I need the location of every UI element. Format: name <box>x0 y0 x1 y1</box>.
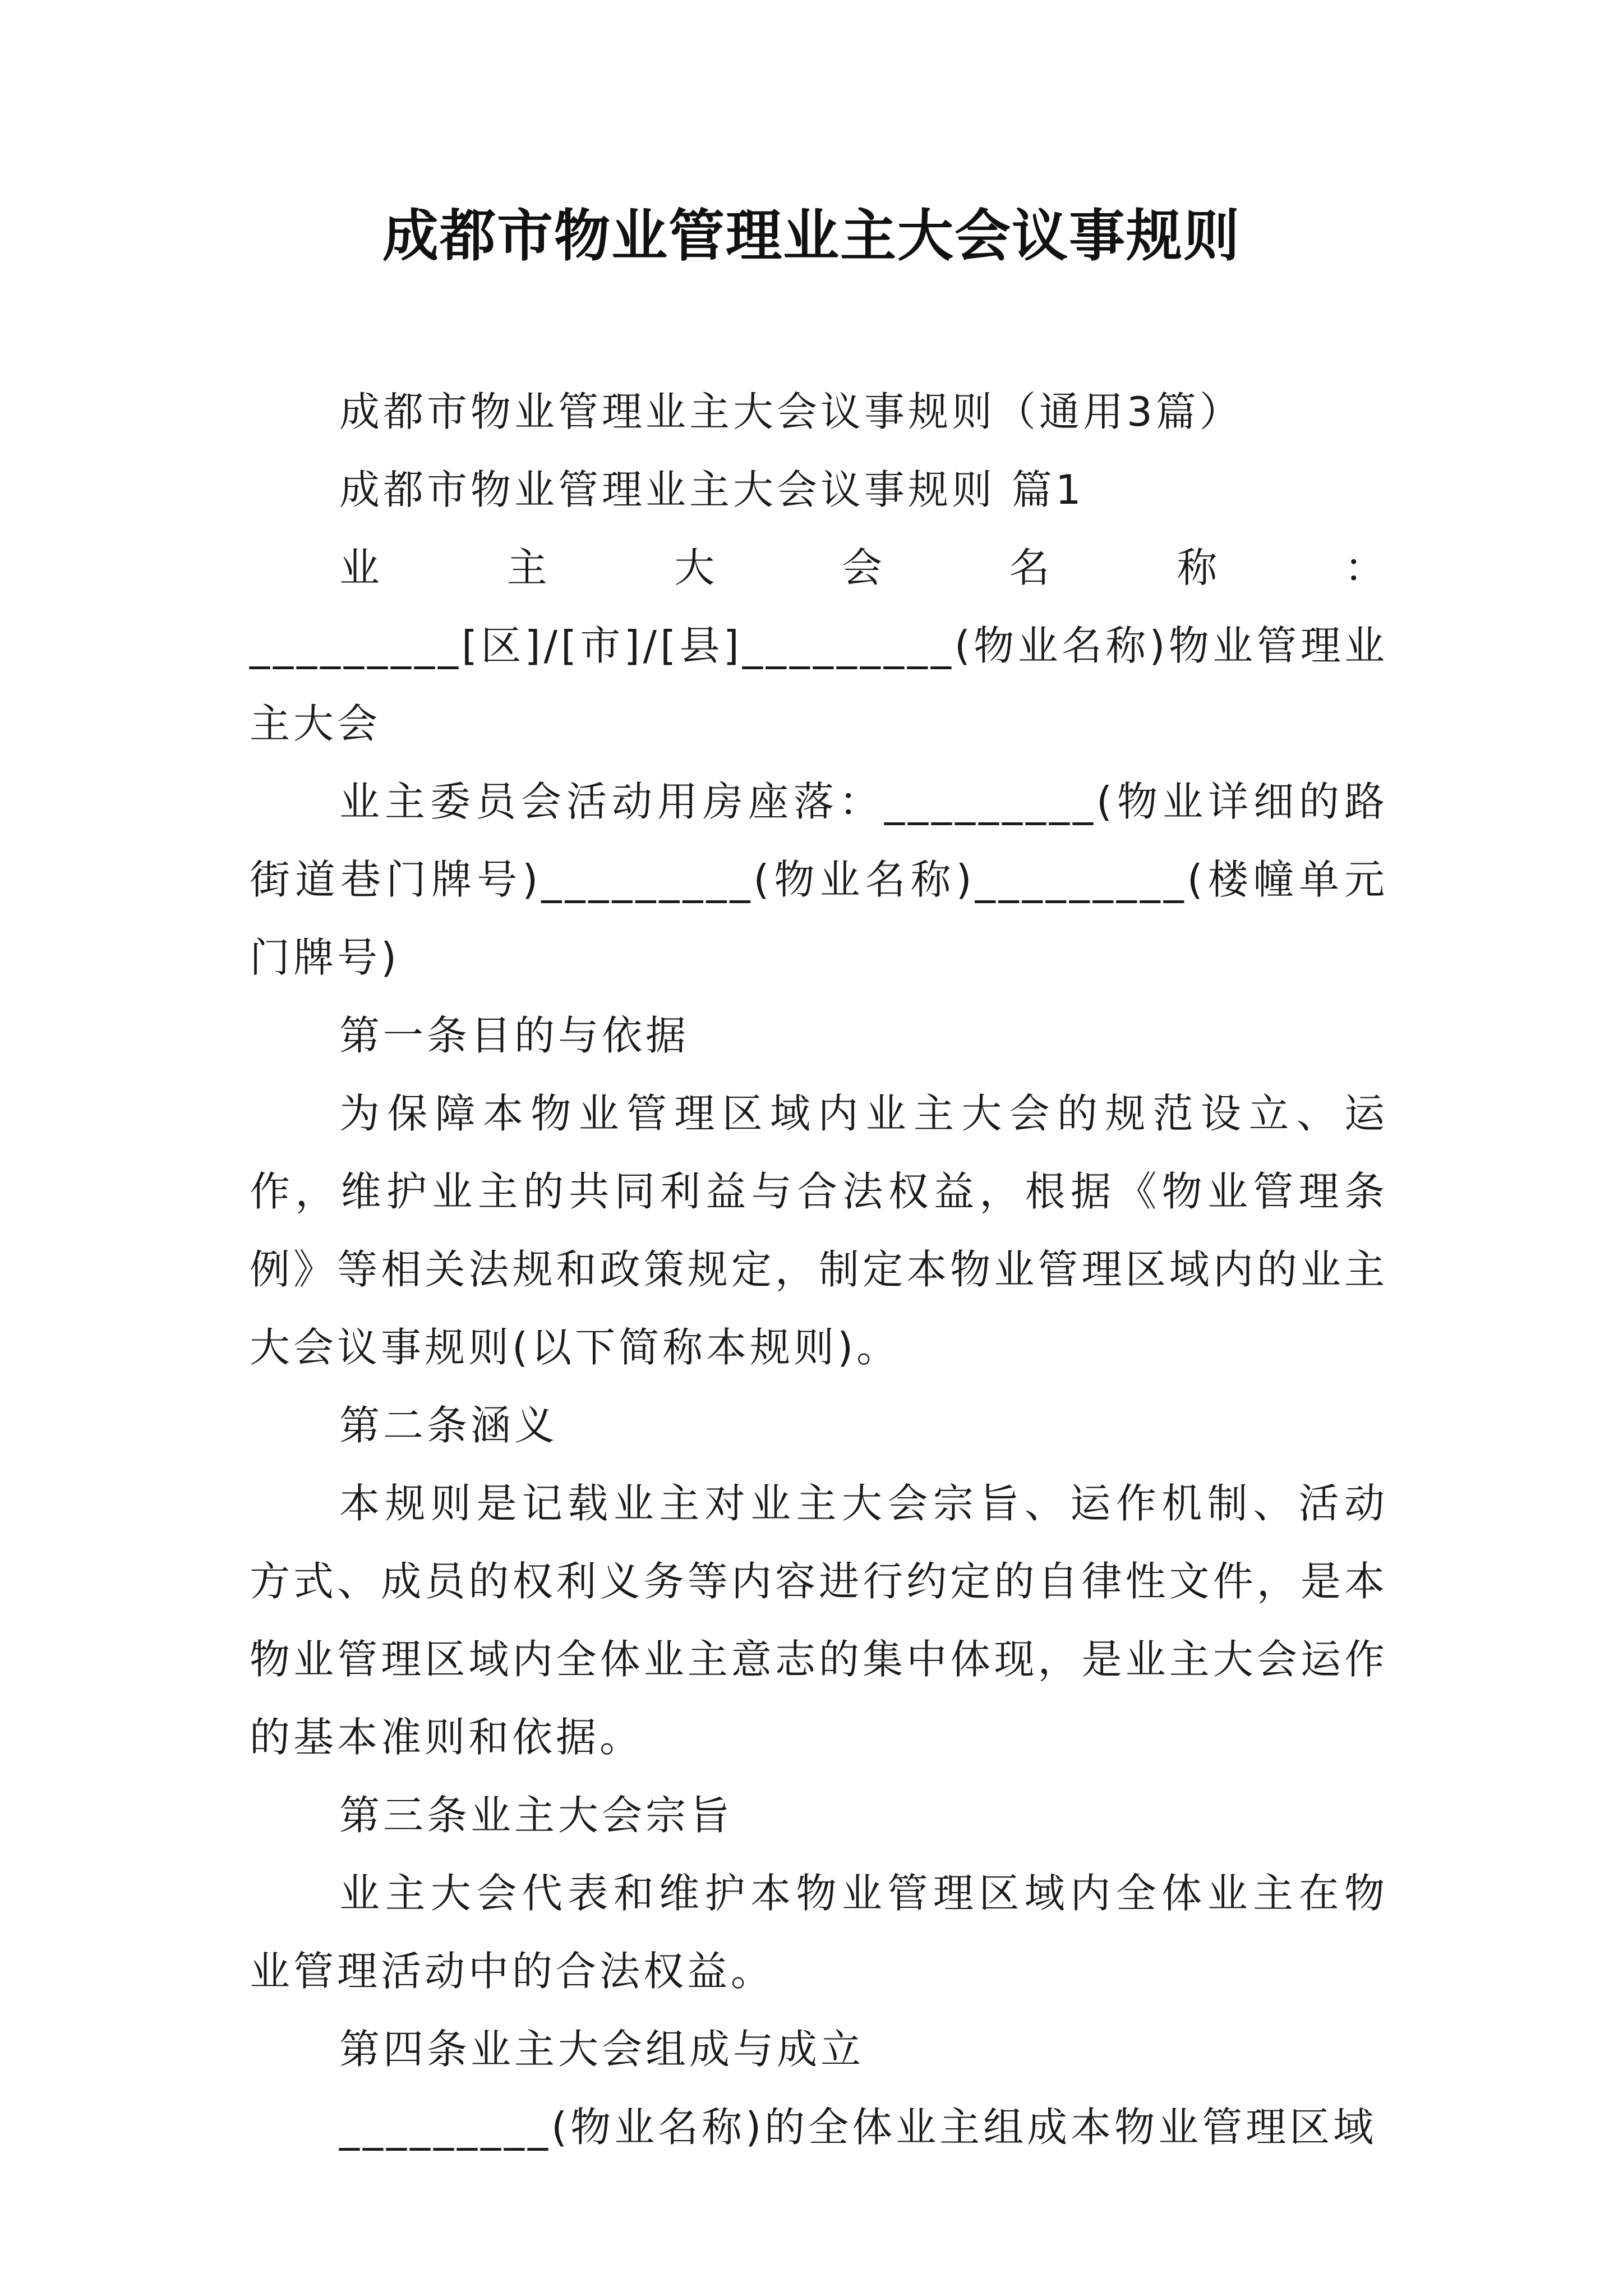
article-2-heading: 第二条涵义 <box>339 1402 559 1449</box>
article-1-heading: 第一条目的与依据 <box>339 1012 690 1059</box>
article-4-heading: 第四条业主大会组成与成立 <box>339 2026 865 2073</box>
paragraph-part-heading: 成都市物业管理业主大会议事规则 篇1 <box>339 466 1085 513</box>
article-3-heading: 第三条业主大会宗旨 <box>339 1792 734 1839</box>
article-3-text: 业主大会代表和维护本物业管理区域内全体业主在物业管理活动中的合法权益。 <box>250 1870 1388 1995</box>
article-4-text: _________(物业名称)的全体业主组成本物业管理区域 <box>339 2104 1377 2151</box>
article-2-text: 本规则是记载业主对业主大会宗旨、运作机制、活动方式、成员的权利义务等内容进行约定的自律性文件，是本物业管理区域内全体业主意志的集中体现，是业主大会运作的基本准则和依据。 <box>250 1480 1388 1761</box>
paragraph-committee-address: 业主委员会活动用房座落：_________(物业详细的路街道巷门牌号)_________(物业名称)_________(楼幢单元门牌号) <box>250 778 1388 981</box>
document-title: 成都市物业管理业主大会议事规则 <box>382 203 1241 269</box>
paragraph-assembly-name: 业主大会名称：_________[区]/[市]/[县]_________(物业名称)物业管理业主大会 <box>250 544 1388 747</box>
paragraph-subtitle: 成都市物业管理业主大会议事规则（通用3篇） <box>339 388 1243 435</box>
article-1-text: 为保障本物业管理区域内业主大会的规范设立、运作，维护业主的共同利益与合法权益，根据《物业管理条例》等相关法规和政策规定，制定本物业管理区域内的业主大会议事规则(以下简称本规则)。 <box>250 1090 1388 1371</box>
document-body <box>250 373 1388 2166</box>
